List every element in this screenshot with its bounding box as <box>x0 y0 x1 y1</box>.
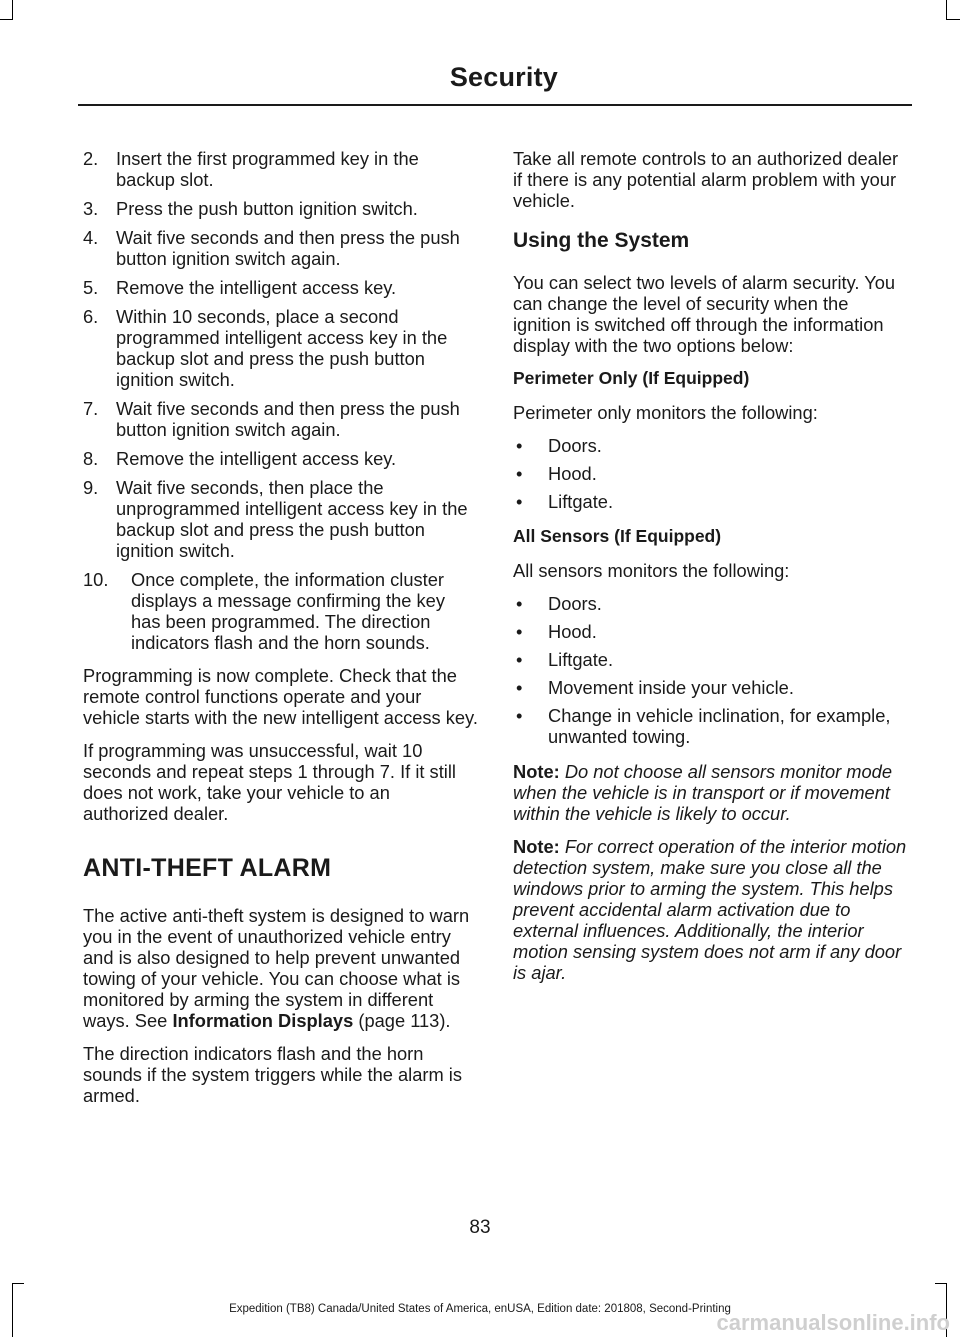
step-text: Remove the intelligent access key. <box>116 277 397 298</box>
step-7 <box>83 398 479 440</box>
crop-mark-top-left-h <box>0 19 13 20</box>
step-10 <box>83 569 479 653</box>
step-text: Within 10 seconds, place a second programmed intelligent access key in the backup slot and press the push button ignition switch. <box>116 306 448 390</box>
list-item <box>513 649 909 670</box>
heading-perimeter-only: Perimeter Only (If Equipped) <box>513 368 750 388</box>
step-text: Remove the intelligent access key. <box>116 448 397 469</box>
list-item-text: Doors. <box>548 593 602 614</box>
step-text: Once complete, the information cluster displays a message confirming the key has been programmed. The direction indicators flash and the horn sounds. <box>131 569 445 653</box>
list-item <box>513 463 909 484</box>
watermark: carmanualsonline.info <box>716 1310 950 1335</box>
information-displays-link[interactable]: Information Displays <box>172 1010 354 1031</box>
paragraph-programming-unsuccessful: If programming was unsuccessful, wait 10 seconds and repeat steps 1 through 7. If it still does not work, take your vehicle to an authorized dealer. <box>83 740 456 824</box>
list-item <box>513 435 909 456</box>
bullet-glyph: • <box>516 677 523 698</box>
step-8 <box>83 448 479 469</box>
header-divider <box>78 104 912 106</box>
step-text: Wait five seconds, then place the unprogrammed intelligent access key in the backup slot and press the push button ignition switch. <box>116 477 468 561</box>
step-number: 5. <box>83 277 99 298</box>
paragraph-programming-complete: Programming is now complete. Check that the remote control functions operate and your vehicle starts with the new intelligent access key. <box>83 665 478 728</box>
left-column <box>83 148 479 1118</box>
paragraph-all-sensors-intro: All sensors monitors the following: <box>513 560 790 581</box>
bullet-glyph: • <box>516 705 523 726</box>
page-title: Security <box>449 62 558 92</box>
paragraph-authorized-dealer: Take all remote controls to an authorized dealer if there is any potential alarm problem with your vehicle. <box>513 148 899 211</box>
bullet-glyph: • <box>516 463 523 484</box>
step-number: 3. <box>83 198 99 219</box>
step-9 <box>83 477 479 561</box>
paragraph-text: The active anti-theft system is designed to warn you in the event of unauthorized vehicle entry and is also designed to help prevent unwanted towing of your vehicle. You can choose what is monitored by arming the system in different ways. See <box>83 905 470 1031</box>
section-heading-anti-theft-alarm: ANTI-THEFT ALARM <box>83 854 332 882</box>
list-item-text: Hood. <box>548 621 597 642</box>
list-item-text: Hood. <box>548 463 597 484</box>
page-reference: (page 113). <box>358 1010 451 1031</box>
paragraph-alarm-levels: You can select two levels of alarm security. You can change the level of security when the ignition is switched off through the information display with the two options below: <box>513 272 896 356</box>
list-item <box>513 491 909 512</box>
list-item-text: Doors. <box>548 435 602 456</box>
list-item <box>513 593 909 614</box>
paragraph-perimeter-intro: Perimeter only monitors the following: <box>513 402 818 423</box>
list-item-text: Change in vehicle inclination, for example, unwanted towing. <box>548 705 891 747</box>
page-number: 83 <box>469 1217 491 1238</box>
paragraph-active-anti-theft <box>83 905 479 1031</box>
step-3 <box>83 198 479 219</box>
step-number: 10. <box>83 569 109 590</box>
bullet-glyph: • <box>516 593 523 614</box>
bullet-glyph: • <box>516 435 523 456</box>
bullet-glyph: • <box>516 649 523 670</box>
note-transport <box>513 761 909 824</box>
list-item-text: Liftgate. <box>548 491 614 512</box>
step-text: Wait five seconds and then press the push button ignition switch again. <box>116 398 460 440</box>
step-number: 6. <box>83 306 99 327</box>
note-text: For correct operation of the interior motion detection system, make sure you close all the windows prior to arming the system. This helps prevent accidental alarm activation due to external influences. Additionally, the interior motion sensing system does not arm if any door is ajar. <box>513 836 907 983</box>
step-number: 9. <box>83 477 99 498</box>
list-item <box>513 621 909 642</box>
heading-all-sensors: All Sensors (If Equipped) <box>513 526 722 546</box>
bullet-glyph: • <box>516 491 523 512</box>
subheading-using-the-system: Using the System <box>513 229 690 252</box>
step-number: 8. <box>83 448 99 469</box>
note-interior-motion <box>513 836 909 983</box>
step-number: 4. <box>83 227 99 248</box>
footer-edition: Expedition (TB8) Canada/United States of America, enUSA, Edition date: 201808, Second-Printing <box>229 1303 731 1315</box>
crop-mark-top-left-v <box>12 0 13 20</box>
step-4 <box>83 227 479 269</box>
note-label: Note: <box>513 836 560 857</box>
step-text: Press the push button ignition switch. <box>116 198 418 219</box>
step-6 <box>83 306 479 390</box>
step-2 <box>83 148 479 190</box>
list-item-text: Liftgate. <box>548 649 614 670</box>
step-number: 2. <box>83 148 99 169</box>
list-item <box>513 677 909 698</box>
bullet-glyph: • <box>516 621 523 642</box>
note-text: Do not choose all sensors monitor mode when the vehicle is in transport or if movement within the vehicle is likely to occur. <box>513 761 893 824</box>
step-text: Wait five seconds and then press the push button ignition switch again. <box>116 227 460 269</box>
crop-mark-bottom-right-h <box>935 1283 947 1284</box>
paragraph-direction-indicators: The direction indicators flash and the horn sounds if the system triggers while the alarm is armed. <box>83 1043 462 1106</box>
right-column <box>513 148 909 995</box>
step-number: 7. <box>83 398 99 419</box>
note-label: Note: <box>513 761 560 782</box>
crop-mark-top-right-h <box>946 19 960 20</box>
step-5 <box>83 277 479 298</box>
crop-mark-top-right-v <box>946 0 947 20</box>
step-text: Insert the first programmed key in the backup slot. <box>116 148 419 190</box>
list-item-text: Movement inside your vehicle. <box>548 677 794 698</box>
crop-mark-bottom-left-h <box>12 1283 24 1284</box>
list-item <box>513 705 909 747</box>
